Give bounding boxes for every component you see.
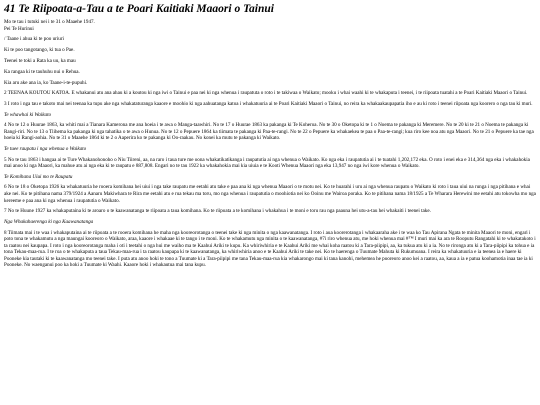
poroporoaki-line: Kia aru ake ana ia, ko Taane-i-te-pupuhi.	[4, 79, 88, 86]
paragraph-7: 7 No te Huune 1927 ka whakaputaina ki te aroaro o te kaawanatanga te riipoata a taua komihana. Ko te riipoata a te komihana i whakahua i te moni e toru rau nga paauna hei utu-a-tau hei whakaiti i teenei take.	[4, 208, 431, 215]
author-line: Pei Te Hurinui	[4, 25, 34, 32]
paragraph-4: 4 No te 12 o Huurae 1863, ka whiti mai a Tianara Kamerona me ana hoeia i te awa o Manga-taawhiri. No te 17 o Huurae 1863 ka pakanga ki Te Koheroa. No te 30 o Oketopa ki te 1 o Noema te pakanga ki Meremere. No te 20 ki te 21 o Noema te pakanga ki Rangi-riri. No te 13 o Tiihema ka pakanga ki nga tahatika o te awa o Hunua. No te 12 o Pepuere 1864 ka tiimata te pakanga ki Paa-te-rangi. No te 22 o Pepuere ka whakaekea te paa o Paa-te-rangi; kua riro kee noa atu nga Maaori. No te 21 o Pepuere ka tae nga hoeia ki Rangi-aohia. No te 31 o Maaehe 1864 ki te 2 o Aaperira ko te pakanga ki Oo-raakau. No konei ka mutu te pakanga ki Waikato.	[4, 122, 534, 142]
poroporoaki-line: Ki te poo tangotango, ki tua o Pae.	[4, 47, 75, 54]
paragraph-8: 8 Tiimata mai i te waa i whakaputaina ai te riipoata a te rooera komihana he maha nga kooreorotanga o teenei take ki nga minita o nga kaawanatanga. I roto i aua koorerotanga i whakaaraha ake i te waa ko Tau Apirana Ngata te minita Maaori te moni, engari i poto tona te whakamutu a nga maungai kooreoro o Waikato, araa, kaaore i whakaae ki te tango i te moni. Ko te whakamutu nga minita o te kaawanatanga, #7i riro whenua atu, me hoki whenua mai #™ I muri mai ka ara te Rooputu Rangatahi ki te whakatakoto i ta raatou nei kaupapa. I roto i nga kooreorotanga maha i oti i teetahi o nga hui me waiho ma te Kaahui Ariki te kupu. Ka whiriwhiria e te Kaahui Ariki me whai koha raatou ki a Tara-piipipi, aa, ka tukua atu ki a ia. No te rironga atu ki a Tara-piipipi ka tohua e ia tona Tekau-maa-rua. I te roa o te whakaputa a taua Tekau-maa-rua i ta raatou kaupapa ki te kaawanatanga, ka whiriwhiria anoo e te Kaahui Ariki te take nei. Ko te haerenga o Tuumate Mahuta ki Rukumoana. I reira ka whakatuuria e ia teenea ia e haere ki Pooneke kia tautaki ki te kaawanatanga mo teenei take. I puta atu anoo hoki te tono a Tuumate ki a Tara-piipipi me tana Tekau-maa-rua kia whakarongo mai ki tana kanohi, mehemea he pooreoro anoo kei a raatou, aa, kaua a ia e patua koohamotia inaa tae ia ki Pooneke. No waenganui poo ka hoki a Tuumate ki Waahi. Kaaore hoki i whakautua mai tana kupu.	[4, 229, 536, 269]
poroporoaki-line: Ka rangaa ki te tauhuhu nui o Rehua.	[4, 68, 80, 75]
paragraph-6: 6 No te 18 o Oketopa 1926 ka whakatuuria he rooera komihana hei uiui i nga take raupatu me eetahi atu take e paa ana ki nga whenua Maaori o te motu nei. Ko te huarahi i uru ai nga whenua raupatu o Waikato ki roto i taua uiui na runga i nga pitihana e whai ake nei. Ko te pitihana nama 379/1924 a Aanaru Makiwhara te Rira me eetahi atu e rua tekau ma toru, mo nga whenua i raupatutia o moohiotia nei ko Ooinu me Wairoa poraka. Ko te pitihana nama 18/1925 a Te Wharara Herewini me eetahi atu tokowha mo nga kereeme e paa ana ki nga whenua i raupatutia o Waikato.	[4, 184, 536, 204]
document-title: 41 Te Riipoata-a-Tau a te Poari Kaitiaki Maaori o Tainui	[4, 3, 274, 15]
paragraph-3: 3 I roto i nga tau e takoto mai nei teenaa ka tupu ake nga whakataturanga kaaore e moohio ki nga aahuatanga katoa i whakatuuria ai te Poari Kaitiaki Maaori o Tainui, no reira ka whakaakaupapatia iho e au ki roto i teenei riipoata nga koorero o nga tau ki muri.	[4, 101, 533, 108]
section-heading-negotiations: Nga Whakahaerenga ki nga Kaawanatanga	[4, 219, 94, 226]
section-heading-confiscation: Te tuee raupatu i nga whenua o Waikato	[4, 146, 87, 153]
poroporoaki-line: / Taane i ahua ki te poo uriuri	[4, 36, 64, 43]
date-line: Mo te tau i tutuki nei i te 31 o Maaehe 1947.	[4, 19, 95, 25]
poroporoaki-line: Teenei te toki a Rata ka uu, ka mau	[4, 57, 76, 64]
paragraph-5: 5 No te tau 1863 i hangaa ai te Ture Whakanohonoho o Niu Tiireni, aa, na raro i taua ture me oona whakatikatikanga i raupatutia ai nga whenua o Waikato. Ko nga eka i raupatutia ai i te tuatahi 1,202,172 eka. O roto i enei eka e 314,364 nga eka i whakahokia mai anoo ki nga Maaori, ka mahue atu ai nga eka ki te raupatu e 887,808. Engari no te tau 1922 ka whakahokia mai kia uiuia e te Kooti Whenua Maaori nga eka 13,947 no nga iwi kore whenua o Waikato.	[4, 156, 530, 170]
section-heading-commission: Te Komihana Uiui mo te Raupatu	[4, 173, 73, 180]
paragraph-2: 2 TEENAA KOUTOU KATOA. E whakanui atu ana ahau ki a koutou ki nga iwi o Tainui e paa nei ki nga whenua i raupatuta o roto i te takiwaa o Waikato; mooku i whai waahi ki te whakaputa i teenei, i te riipoata tuatahi a te Poari Kaitiaki Maaori o Tainui.	[4, 90, 528, 97]
section-heading-war: Te whawhai ki Waikato	[4, 111, 52, 118]
